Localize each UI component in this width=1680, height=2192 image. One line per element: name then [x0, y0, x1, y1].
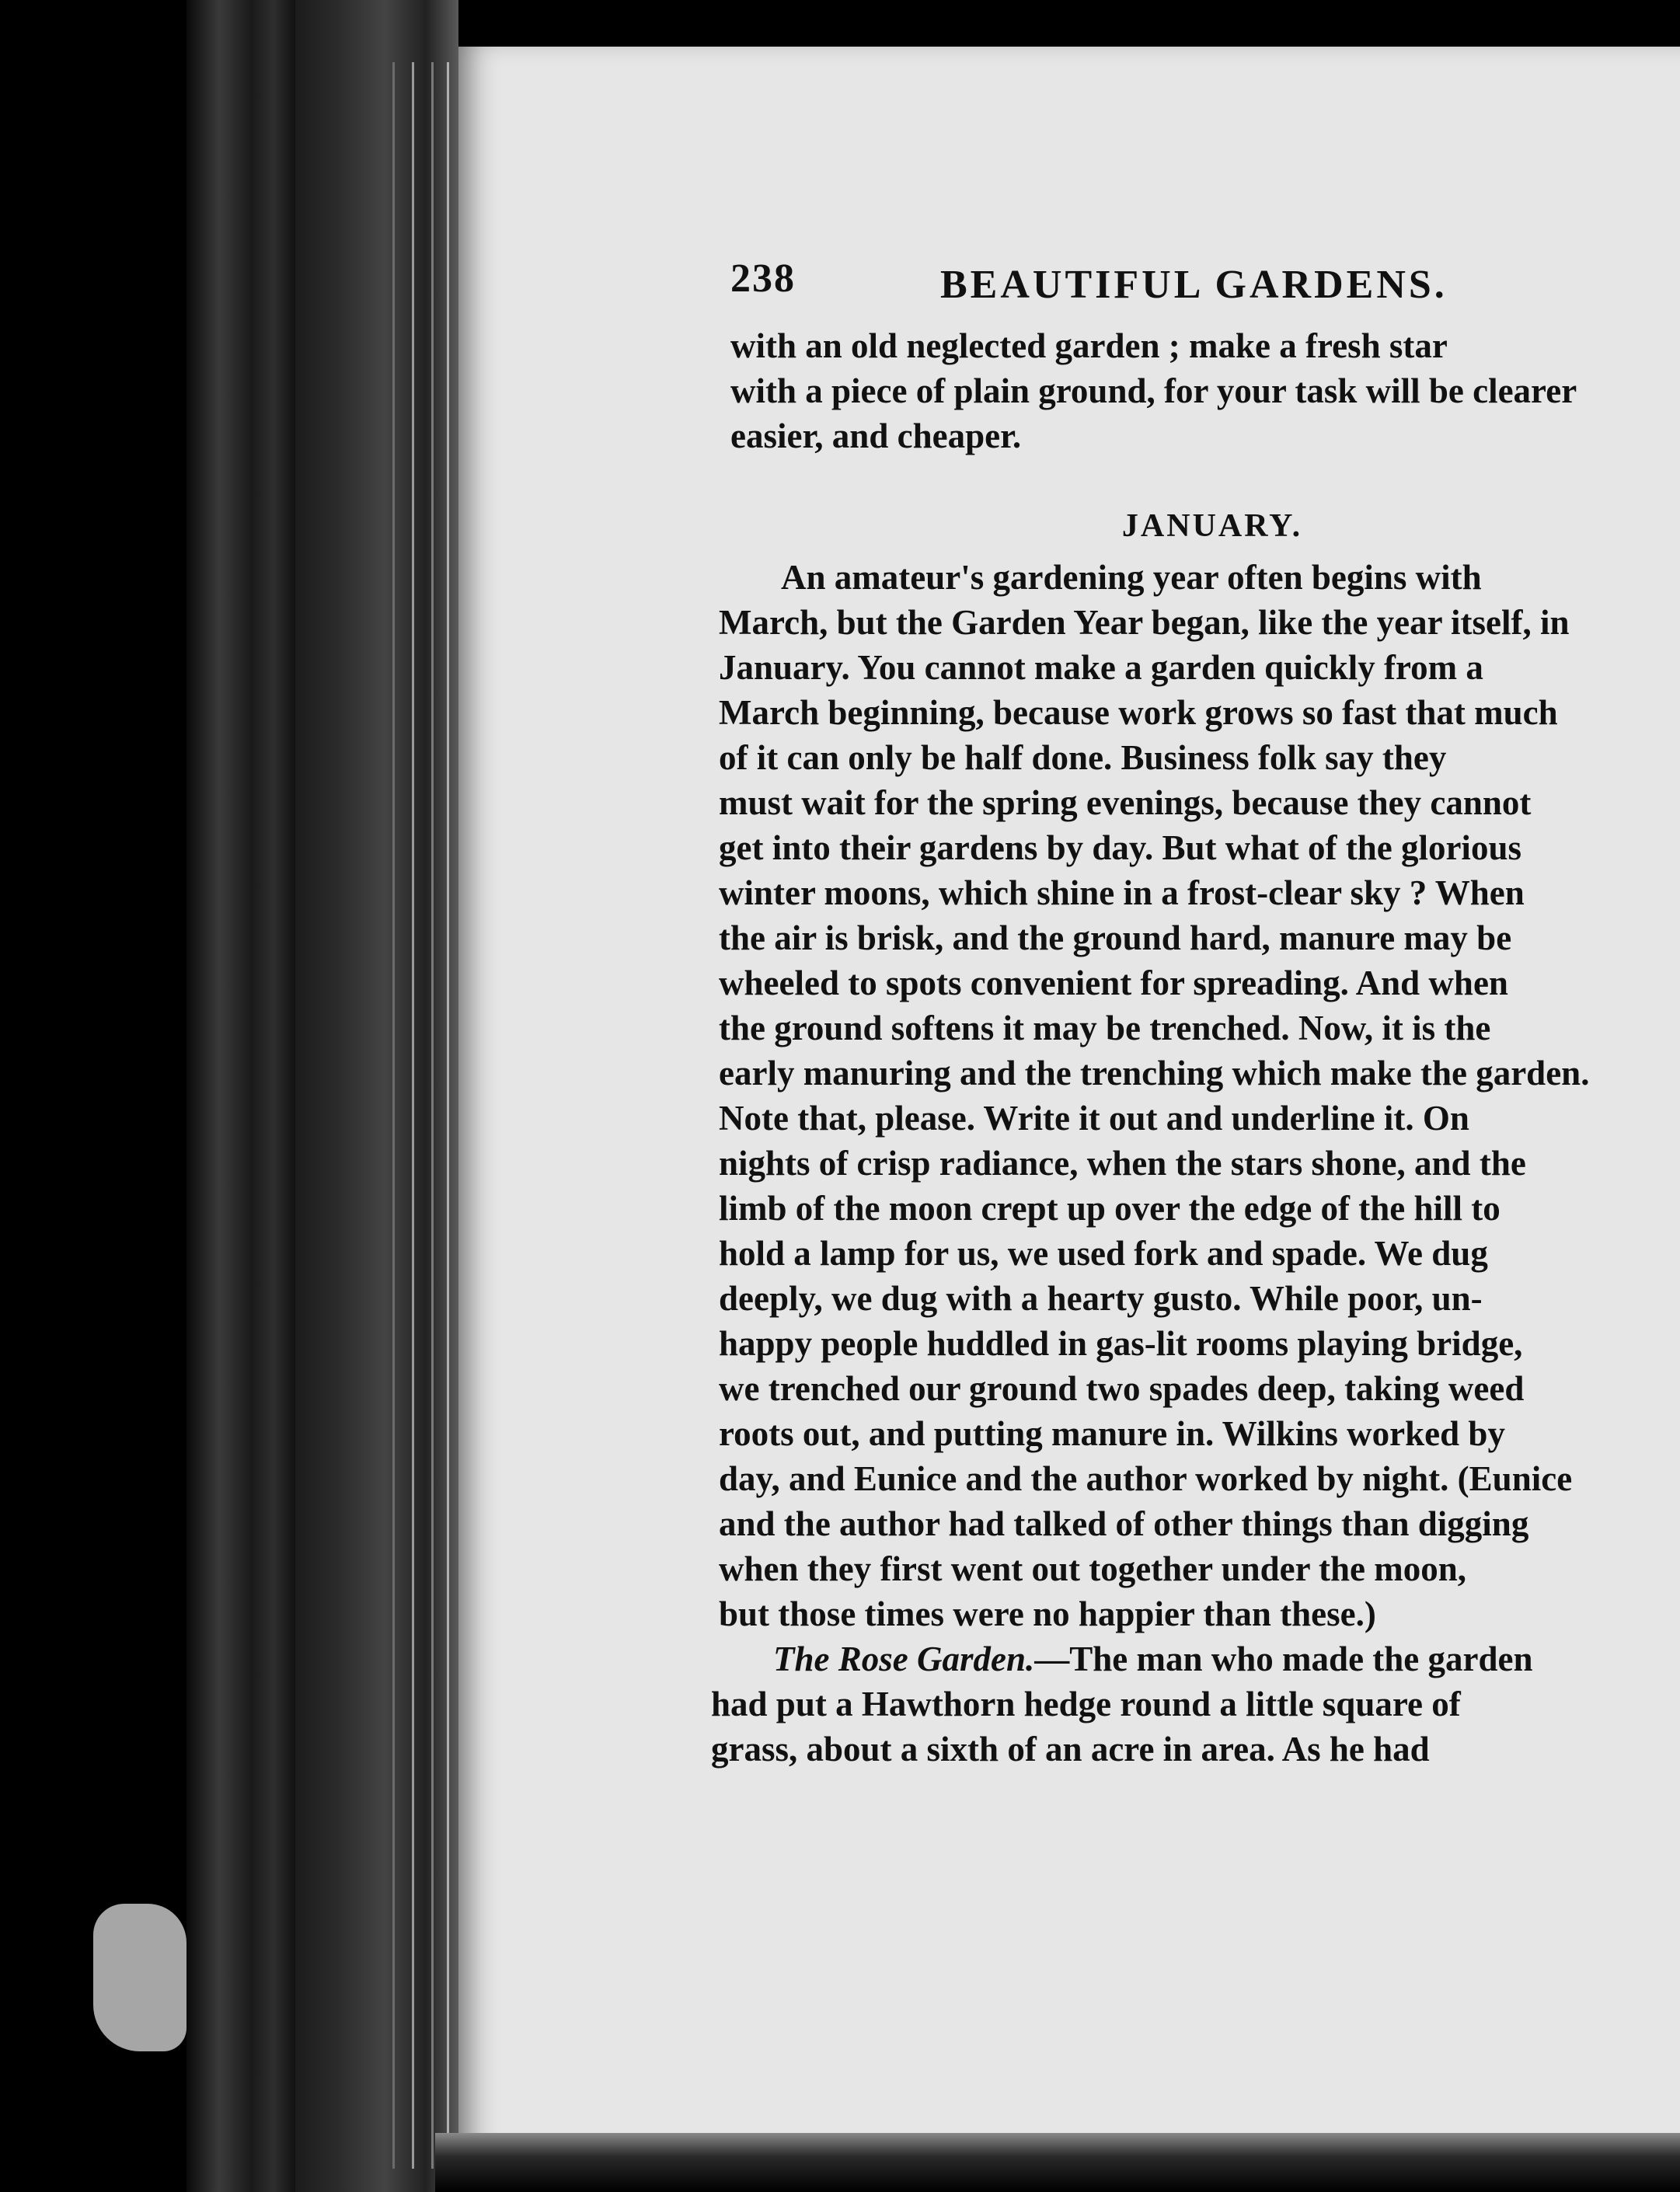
- text-line: wheeled to spots convenient for spreading. And when: [719, 964, 1508, 1002]
- text-line: with an old neglected garden ; make a fresh star: [730, 326, 1448, 365]
- text-line: with a piece of plain ground, for your task will be clearer: [730, 371, 1577, 410]
- rose-garden-paragraph: [684, 1636, 1680, 1772]
- text-line: [711, 1636, 1680, 1681]
- page-edge-line: [412, 62, 414, 2169]
- text-line: March beginning, because work grows so fast that much: [719, 693, 1558, 732]
- text-line: but those times were no happier than these.): [719, 1594, 1376, 1633]
- text-line: must wait for the spring evenings, because they cannot: [719, 783, 1532, 822]
- text-line: day, and Eunice and the author worked by night. (Eunice: [719, 1459, 1573, 1498]
- page-title: BEAUTIFUL GARDENS.: [940, 263, 1448, 307]
- text-line: when they first went out together under the moon,: [719, 1549, 1467, 1588]
- text-line: An amateur's gardening year often begins with: [781, 558, 1482, 597]
- text-line: get into their gardens by day. But what of the glorious: [719, 828, 1521, 867]
- intro-paragraph: [684, 323, 1680, 458]
- text-line: winter moons, which shine in a frost-clear sky ? When: [719, 873, 1525, 912]
- page-edge-line: [431, 62, 434, 2169]
- page-edge-line: [392, 62, 395, 2169]
- text-line: and the author had talked of other things than digging: [719, 1504, 1529, 1543]
- text-line: hold a lamp for us, we used fork and spade. We dug: [719, 1234, 1488, 1273]
- text-line: happy people huddled in gas-lit rooms playing bridge,: [719, 1324, 1523, 1363]
- rose-garden-heading: The Rose Garden.: [773, 1640, 1035, 1678]
- text-line: nights of crisp radiance, when the stars shone, and the: [719, 1144, 1526, 1183]
- january-paragraph: [684, 555, 1680, 1636]
- text-line: grass, about a sixth of an acre in area. As he had: [711, 1730, 1430, 1769]
- running-head: [684, 249, 1680, 319]
- page-bottom-edge: [435, 2133, 1680, 2192]
- text-line: had put a Hawthorn hedge round a little square of: [711, 1685, 1461, 1723]
- text-line: the air is brisk, and the ground hard, manure may be: [719, 918, 1512, 957]
- book-cover-edge: [186, 0, 295, 2192]
- text-line: limb of the moon crept up over the edge of the hill to: [719, 1189, 1500, 1228]
- text-line: easier, and cheaper.: [730, 416, 1022, 455]
- section-heading: JANUARY.: [1121, 508, 1303, 544]
- torn-paper-scrap: [93, 1904, 186, 2051]
- text-fragment: —The man who made the garden: [1034, 1640, 1533, 1678]
- page-edge-line: [447, 62, 449, 2169]
- text-line: of it can only be half done. Business folk say they: [719, 738, 1447, 777]
- page-content: [684, 249, 1680, 1772]
- page-number: 238: [730, 256, 796, 301]
- text-line: January. You cannot make a garden quickly from a: [719, 648, 1483, 687]
- text-line: Note that, please. Write it out and underline it. On: [719, 1099, 1469, 1138]
- text-line: the ground softens it may be trenched. Now, it is the: [719, 1009, 1491, 1047]
- text-line: roots out, and putting manure in. Wilkins worked by: [719, 1414, 1505, 1453]
- page-stack-edge: [295, 0, 458, 2192]
- text-line: deeply, we dug with a hearty gusto. While poor, un-: [719, 1279, 1483, 1318]
- text-line: early manuring and the trenching which make the garden.: [719, 1054, 1590, 1093]
- text-line: we trenched our ground two spades deep, taking weed: [719, 1369, 1525, 1408]
- text-line: March, but the Garden Year began, like the year itself, in: [719, 603, 1570, 642]
